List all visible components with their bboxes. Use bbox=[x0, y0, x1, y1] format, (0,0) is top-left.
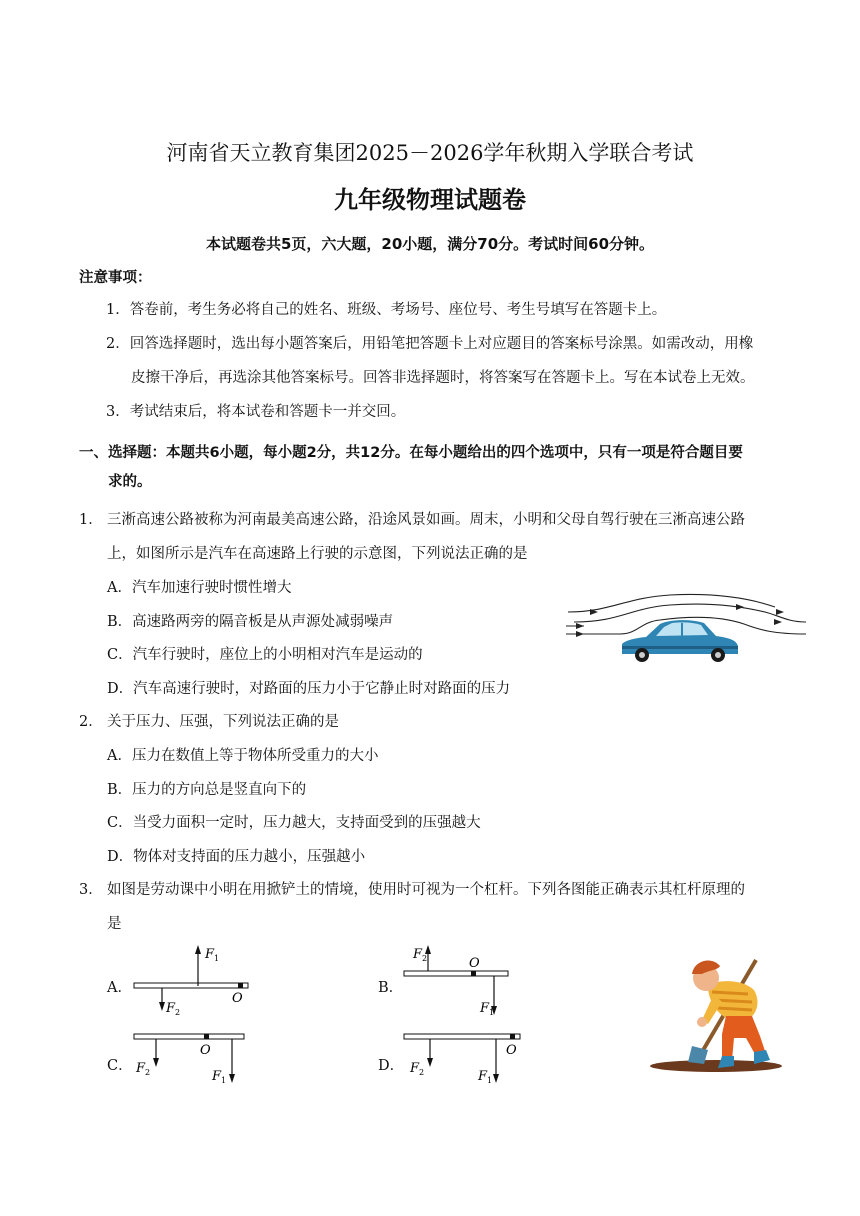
notice-item-2-line-1: 2．回答选择题时，选出每小题答案后，用铅笔把答题卡上对应题目的答案标号涂黑。如需改动，用橡 bbox=[106, 336, 754, 352]
svg-text:F2: $F_2$ bbox=[413, 947, 428, 963]
q2-number: 2． bbox=[79, 714, 103, 730]
lever-diagram-a bbox=[128, 940, 258, 1020]
boy-shoveling-illustration bbox=[648, 956, 786, 1074]
svg-text:F2: $F_2$ bbox=[136, 1061, 151, 1077]
svg-text:F1: $F_1$ bbox=[205, 947, 220, 963]
car-airflow-figure bbox=[560, 592, 810, 672]
paper-title: 九年级物理试题卷 bbox=[334, 186, 526, 214]
lever-diagram-d bbox=[398, 1028, 528, 1088]
q3-stem-line-1: 如图是劳动课中小明在用掀铲土的情境，使用时可视为一个杠杆。下列各图能正确表示其杠杆原理的 bbox=[107, 882, 745, 898]
notice-item-1: 1．答卷前，考生务必将自己的姓名、班级、考场号、座位号、考生号填写在答题卡上。 bbox=[106, 302, 667, 318]
q2-stem: 关于压力、压强，下列说法正确的是 bbox=[107, 714, 339, 730]
paper-summary: 本试题卷共5页，六大题，20小题，满分70分。考试时间60分钟。 bbox=[205, 235, 655, 253]
lever-diagram-c bbox=[128, 1028, 258, 1088]
q1-stem-line-1: 三淅高速公路被称为河南最美高速公路，沿途风景如画。周末，小明和父母自驾行驶在三淅高速公路 bbox=[107, 512, 745, 528]
q3-option-c-label: C． bbox=[107, 1058, 133, 1074]
svg-text:F1: $F_1$ bbox=[478, 1069, 493, 1085]
svg-text:O: O bbox=[200, 1043, 211, 1058]
notice-heading: 注意事项： bbox=[79, 270, 152, 286]
car-icon bbox=[622, 620, 738, 662]
svg-text:O: O bbox=[506, 1043, 517, 1058]
q1-stem-line-2: 上，如图所示是汽车在高速路上行驶的示意图，下列说法正确的是 bbox=[107, 546, 528, 562]
svg-text:F2: $F_2$ bbox=[410, 1061, 425, 1077]
q1-option-b: B．高速路两旁的隔音板是从声源处减弱噪声 bbox=[107, 614, 394, 630]
exam-title: 河南省天立教育集团2025－2026学年秋期入学联合考试 bbox=[166, 141, 694, 165]
q1-option-d: D．汽车高速行驶时，对路面的压力小于它静止时对路面的压力 bbox=[107, 681, 511, 697]
notice-item-3: 3．考试结束后，将本试卷和答题卡一并交回。 bbox=[106, 404, 406, 420]
lever-diagram-b bbox=[398, 940, 518, 1020]
notice-item-2-line-2: 皮擦干净后，再选涂其他答案标号。回答非选择题时，将答案写在答题卡上。写在本试卷上无效。 bbox=[131, 370, 755, 386]
svg-text:O: O bbox=[232, 991, 243, 1006]
q3-number: 3． bbox=[79, 882, 103, 898]
section-1-heading: 一、选择题：本题共6小题，每小题2分，共12分。在每小题给出的四个选项中，只有一项是符合题目要 bbox=[79, 445, 743, 461]
svg-text:O: O bbox=[469, 956, 480, 971]
q2-option-d: D．物体对支持面的压力越小，压强越小 bbox=[107, 849, 366, 865]
q2-option-a: A．压力在数值上等于物体所受重力的大小 bbox=[107, 748, 379, 764]
q3-option-d-label: D． bbox=[378, 1058, 405, 1074]
q2-option-c: C．当受力面积一定时，压力越大，支持面受到的压强越大 bbox=[107, 815, 481, 831]
q3-option-a-label: A． bbox=[107, 980, 132, 996]
q3-option-b-label: B． bbox=[378, 980, 404, 996]
q2-option-b: B．压力的方向总是竖直向下的 bbox=[107, 782, 307, 798]
svg-text:F1: $F_1$ bbox=[212, 1069, 227, 1085]
svg-text:F1: $F_1$ bbox=[480, 1001, 495, 1017]
q1-number: 1． bbox=[79, 512, 103, 528]
q3-stem-line-2: 是 bbox=[107, 916, 122, 932]
q1-option-c: C．汽车行驶时，座位上的小明相对汽车是运动的 bbox=[107, 647, 423, 663]
q1-option-a: A．汽车加速行驶时惯性增大 bbox=[107, 580, 292, 596]
svg-text:F2: $F_2$ bbox=[166, 1001, 181, 1017]
section-1-heading-cont: 求的。 bbox=[108, 474, 152, 490]
